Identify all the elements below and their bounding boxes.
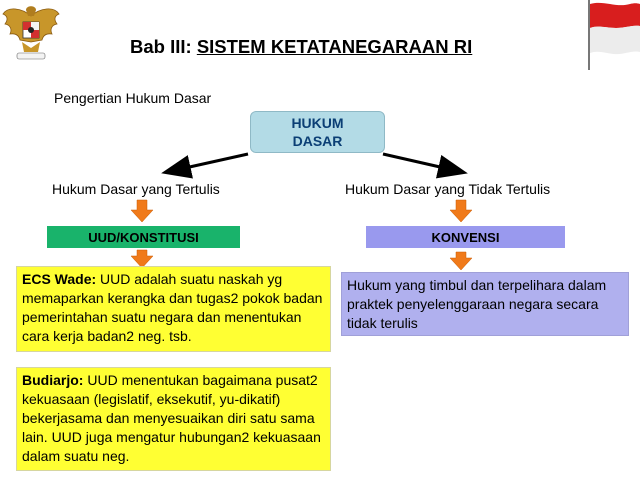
note-ecs-wade [16,266,331,352]
arrow-to-tidak-tertulis [383,154,462,172]
note-konvensi: Hukum yang timbul dan terpelihara dalam praktek penyelenggaraan negara secara tidak terulis [341,272,629,336]
arrow-to-tertulis [167,154,248,172]
uud-konstitusi-box: UUD/KONSTITUSI [47,226,240,248]
note-ecs-lead: ECS Wade: [22,271,97,287]
center-line-1: HUKUM [291,115,344,131]
note-ecs-text: UUD adalah suatu naskah yg memaparkan kerangka dan tugas2 pokok badan pemerintahan suatu negara dan menentukan cara kerja badan2 neg. tsb. [22,271,323,344]
orange-arrow-right-1 [450,200,472,222]
subtitle: Pengertian Hukum Dasar [54,90,212,106]
title-prefix: Bab III: [130,36,197,57]
garuda-emblem-icon [2,2,60,62]
konvensi-box: KONVENSI [366,226,565,248]
label-tertulis: Hukum Dasar yang Tertulis [52,181,220,197]
orange-arrow-left-1 [131,200,153,222]
hukum-dasar-box [250,111,385,153]
page-title [130,36,472,58]
label-tidak-tertulis: Hukum Dasar yang Tidak Tertulis [345,181,551,197]
indonesian-flag-icon [586,0,640,70]
note-budi-lead: Budiarjo: [22,372,84,388]
title-main: SISTEM KETATANEGARAAN RI [196,36,473,57]
note-budiarjo [16,367,331,471]
orange-arrow-right-2 [450,252,472,270]
center-line-2: DASAR [292,133,343,149]
note-budi-text: UUD menentukan bagaimana pusat2 kekuasaan (legislatif, eksekutif, yu-dikatif) bekerjasama dan menyesuaikan diri satu sama lain. UUD juga mengatur hubungan2 kekuasaan dalam suatu neg. [22,372,321,464]
